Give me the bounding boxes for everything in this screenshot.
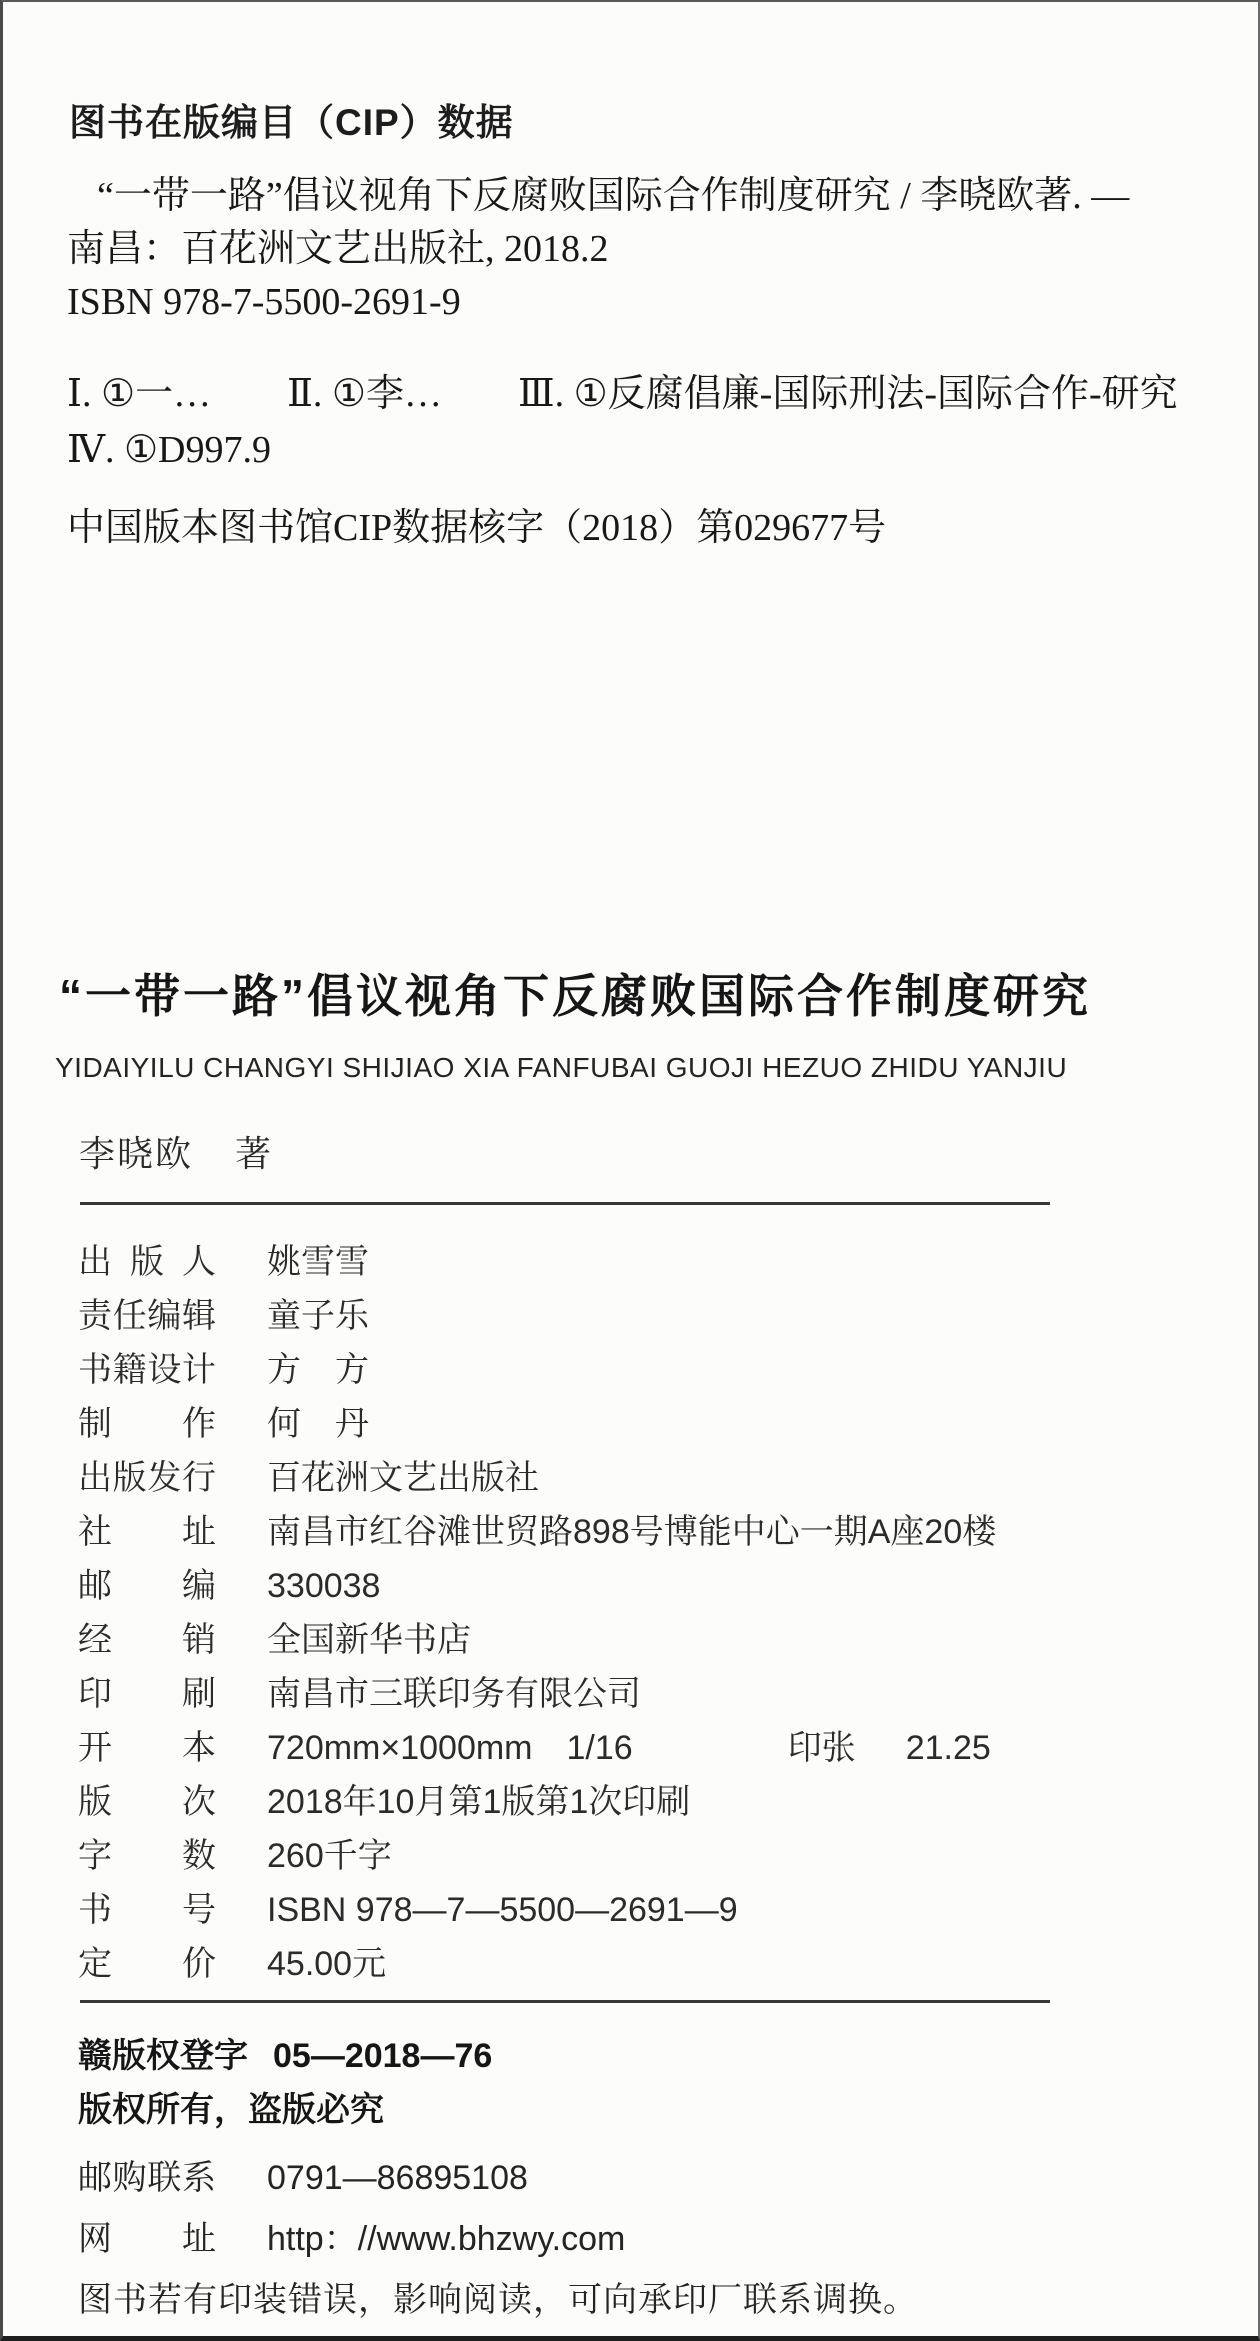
cip-classification [67, 366, 1227, 478]
row-label: 制 作 [78, 1405, 216, 1443]
colophon-row-edition [78, 1774, 1218, 1828]
colophon-row-printer [78, 1666, 1218, 1720]
row-value: 全国新华书店 [267, 1621, 471, 1659]
colophon-row-address [78, 1504, 1218, 1558]
copyright-notice-text: 版权所有，盗版必究 [78, 2091, 384, 2129]
colophon-row-format [78, 1720, 1218, 1774]
row-label: 经 销 [78, 1621, 216, 1659]
colophon-row-production [78, 1396, 1218, 1450]
website-url: http：//www.bhzwy.com [267, 2220, 626, 2258]
row-value: ISBN 978—7—5500—2691—9 [267, 1891, 738, 1929]
copyright-registration-row [78, 2028, 1218, 2082]
website-row [78, 2211, 1218, 2272]
colophon-row-price [78, 1936, 1218, 1990]
colophon-row-postcode [78, 1558, 1218, 1612]
cip-class-line1: Ⅰ. ①一… Ⅱ. ①李… Ⅲ. ①反腐倡廉-国际刑法-国际合作-研究 [67, 373, 1178, 415]
colophon-row-designer [78, 1342, 1218, 1396]
cip-line-isbn: ISBN 978-7-5500-2691-9 [67, 281, 461, 323]
row-label: 印 刷 [78, 1675, 216, 1713]
author-role: 著 [235, 1133, 274, 1174]
row-value: 330038 [267, 1567, 381, 1605]
cip-line-publisher: 南昌：百花洲文艺出版社, 2018.2 [67, 228, 609, 270]
cip-description [67, 170, 1207, 329]
row-label: 责 任 编 辑 [78, 1297, 216, 1335]
row-extra-value: 21.25 [905, 1729, 991, 1767]
footer-block [78, 2028, 1218, 2333]
footer-spacer [78, 2136, 1218, 2150]
cip-line-title: “一带一路”倡议视角下反腐败国际合作制度研究 / 李晓欧著. — [97, 175, 1130, 217]
row-extra-label: 印张 [787, 1729, 856, 1767]
row-label: 开 本 [78, 1729, 216, 1767]
row-value: 方 方 [267, 1351, 369, 1389]
row-value: 45.00元 [267, 1945, 387, 1983]
cip-header: 图书在版编目（CIP）数据 [69, 102, 514, 143]
mail-order-phone: 0791—86895108 [267, 2159, 528, 2197]
divider-top [80, 1202, 1050, 1205]
row-value: 260千字 [267, 1837, 392, 1875]
row-label: 字 数 [78, 1837, 216, 1875]
cip-record-number: 中国版本图书馆CIP数据核字（2018）第029677号 [67, 507, 887, 549]
colophon-row-isbn [78, 1882, 1218, 1936]
row-label: 书 号 [78, 1891, 216, 1929]
book-title-pinyin: YIDAIYILU CHANGYI SHIJIAO XIA FANFUBAI GUOJI HEZUO ZHIDU YANJIU [55, 1052, 1068, 1083]
colophon-row-word-count [78, 1828, 1218, 1882]
colophon-row-publisher-person [78, 1234, 1218, 1288]
registration-label: 赣版权登字 [78, 2037, 248, 2075]
colophon-row-distribution [78, 1612, 1218, 1666]
row-value: 南昌市红谷滩世贸路898号博能中心一期A座20楼 [267, 1513, 997, 1551]
row-label: 邮 编 [78, 1567, 216, 1605]
mail-order-row [78, 2150, 1218, 2211]
colophon-row-editor [78, 1288, 1218, 1342]
row-value: 南昌市三联印务有限公司 [267, 1675, 641, 1713]
misprint-note-text: 图书若有印装错误，影响阅读，可向承印厂联系调换。 [78, 2281, 918, 2319]
website-label: 网 址 [78, 2220, 216, 2258]
colophon-row-publishing-house [78, 1450, 1218, 1504]
row-value: 姚雪雪 [267, 1243, 369, 1281]
divider-bottom [80, 2000, 1050, 2003]
colophon-list [78, 1234, 1218, 1990]
row-value: 2018年10月第1版第1次印刷 [267, 1783, 691, 1821]
row-value: 720mm×1000mm 1/16 [267, 1729, 633, 1767]
row-value: 何 丹 [267, 1405, 369, 1443]
mail-order-label: 邮 购 联 系 [78, 2159, 216, 2197]
row-label: 定 价 [78, 1945, 216, 1983]
row-label: 出 版 人 [78, 1243, 216, 1281]
row-label: 书 籍 设 计 [78, 1351, 216, 1389]
book-author-line [79, 1126, 273, 1177]
row-label: 出 版 发 行 [78, 1459, 216, 1497]
cip-class-line2: Ⅳ. ①D997.9 [67, 429, 271, 471]
row-value: 童子乐 [267, 1297, 369, 1335]
copyright-notice [78, 2082, 1218, 2136]
row-value: 百花洲文艺出版社 [267, 1459, 539, 1497]
row-label: 版 次 [78, 1783, 216, 1821]
book-title: “一带一路”倡议视角下反腐败国际合作制度研究 [59, 970, 1091, 1022]
author-name: 李晓欧 [79, 1133, 194, 1174]
misprint-note [78, 2272, 1218, 2333]
row-label: 社 址 [78, 1513, 216, 1551]
registration-value: 05—2018—76 [273, 2037, 493, 2075]
